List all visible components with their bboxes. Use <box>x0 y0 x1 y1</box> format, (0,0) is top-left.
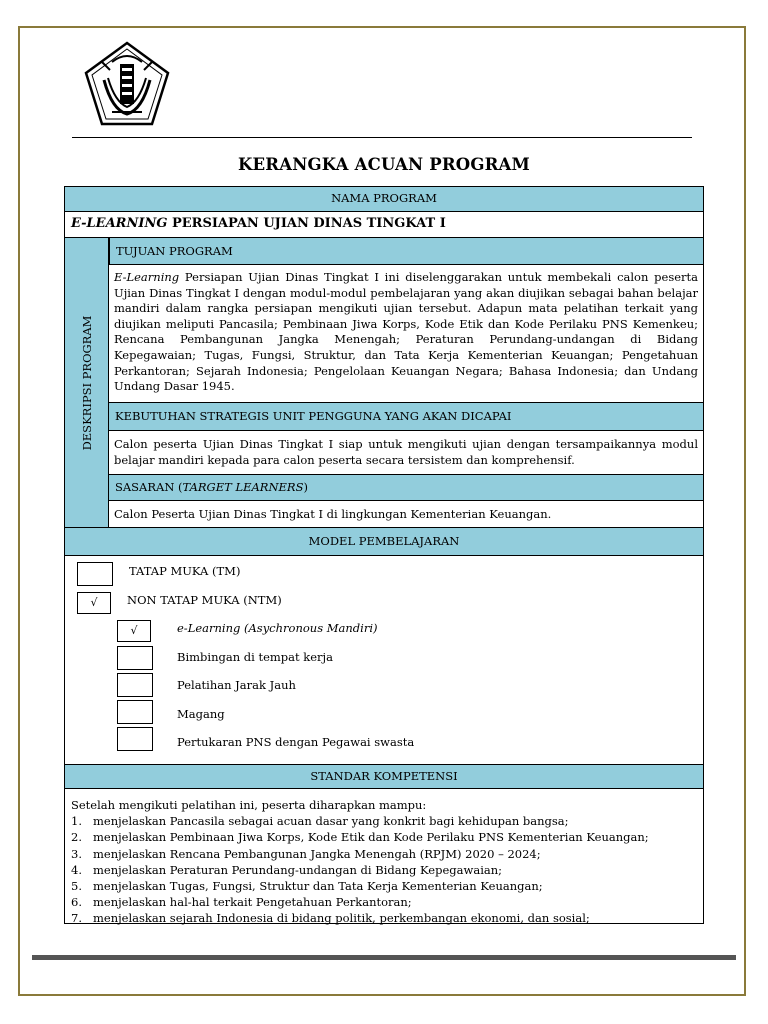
program-name-rest: PERSIAPAN UJIAN DINAS TINGKAT I <box>167 216 446 231</box>
list-item: 2. menjelaskan Pembinaan Jiwa Korps, Kode Etik dan Kode Perilaku PNS Kementerian Keuangan; <box>71 830 649 845</box>
program-name-italic: E-LEARNING <box>71 216 168 231</box>
standar-intro: Setelah mengikuti pelatihan ini, peserta diharapkan mampu: <box>71 798 427 812</box>
tujuan-program-header: TUJUAN PROGRAM <box>109 237 703 264</box>
program-name <box>65 211 703 237</box>
tm-label: TATAP MUKA (TM) <box>129 564 241 578</box>
tm-checkbox[interactable] <box>77 562 113 586</box>
footer-bar <box>32 955 736 960</box>
list-item: 3. menjelaskan Rencana Pembangunan Jangka Menengah (RPJM) 2020 – 2024; <box>71 846 541 861</box>
pertukaran-checkbox[interactable] <box>117 727 153 751</box>
pertukaran-label: Pertukaran PNS dengan Pegawai swasta <box>177 735 415 749</box>
sasaran-header <box>109 474 703 500</box>
list-item: 1. menjelaskan Pancasila sebagai acuan dasar yang konkrit bagi kehidupan bangsa; <box>71 814 569 829</box>
bimbingan-checkbox[interactable] <box>117 646 153 670</box>
tujuan-program-text <box>109 264 703 402</box>
kebutuhan-header: KEBUTUHAN STRATEGIS UNIT PENGGUNA YANG AKAN DICAPAI <box>109 402 703 430</box>
kebutuhan-text: Calon peserta Ujian Dinas Tingkat I siap untuk mengikuti ujian dengan tersampaikannya modul belajar mandiri kepada para calon peserta secara tersistem dan komprehensif. <box>109 430 703 474</box>
bimbingan-label: Bimbingan di tempat kerja <box>177 650 333 664</box>
deskripsi-program-text: DESKRIPSI PROGRAM <box>79 315 94 450</box>
sasaran-italic: TARGET LEARNERS <box>182 480 304 494</box>
list-item: 7. menjelaskan sejarah Indonesia di bidang politik, perkembangan ekonomi, dan sosial; <box>71 911 590 926</box>
sasaran-text: Calon Peserta Ujian Dinas Tingkat I di lingkungan Kementerian Keuangan. <box>109 500 703 527</box>
elearning-label: e-Learning (Asychronous Mandiri) <box>177 621 378 635</box>
document-title: KERANGKA ACUAN PROGRAM <box>237 155 531 174</box>
magang-label: Magang <box>177 707 225 721</box>
ntm-checkbox[interactable]: √ <box>77 592 111 614</box>
deskripsi-program-label <box>65 237 109 527</box>
tujuan-italic: E-Learning <box>114 270 180 284</box>
model-options <box>65 555 703 764</box>
nama-program-header: NAMA PROGRAM <box>65 187 703 211</box>
ntm-label: NON TATAP MUKA (NTM) <box>127 593 282 607</box>
magang-checkbox[interactable] <box>117 700 153 724</box>
ministry-emblem-icon <box>82 40 172 130</box>
header-divider <box>72 137 692 138</box>
sasaran-prefix: SASARAN ( <box>115 480 183 494</box>
tujuan-rest: Persiapan Ujian Dinas Tingkat I ini diselenggarakan untuk membekali calon peserta Ujian Dinas Tingkat I dengan modul-modul pembelajaran yang akan diujikan sebagai bahan belajar mandiri dalam rangka persiapan mengikuti ujian tersebut. Adapun mata pelatihan terkait yang diujikan meliputi Pancasila; Pembinaan Jiwa Korps, Kode Etik dan Kode Perilaku PNS Kemenkeu; Rencana Pembangunan Jangka Menengah; Peraturan Perundang-undangan di Bidang Kepegawaian; Tugas, Fungsi, Struktur, dan Tata Kerja Kementerian Keuangan; Pengetahuan Perkantoran; Sejarah Indonesia; Pengelolaan Keuangan Negara; Bahasa Indonesia; dan Undang Undang Dasar 1945. <box>114 270 698 394</box>
list-item: 4. menjelaskan Peraturan Perundang-undangan di Bidang Kepegawaian; <box>71 862 503 877</box>
standar-list <box>71 797 701 927</box>
program-table <box>64 186 704 924</box>
list-item: 6. menjelaskan hal-hal terkait Pengetahuan Perkantoran; <box>71 895 412 910</box>
elearning-checkbox[interactable]: √ <box>117 620 151 642</box>
list-item: 5. menjelaskan Tugas, Fungsi, Struktur dan Tata Kerja Kementerian Keuangan; <box>71 879 543 894</box>
standar-kompetensi-header: STANDAR KOMPETENSI <box>65 764 703 788</box>
pjj-label: Pelatihan Jarak Jauh <box>177 678 296 692</box>
model-pembelajaran-header: MODEL PEMBELAJARAN <box>65 527 703 555</box>
sasaran-suffix: ) <box>303 480 308 494</box>
pjj-checkbox[interactable] <box>117 673 153 697</box>
